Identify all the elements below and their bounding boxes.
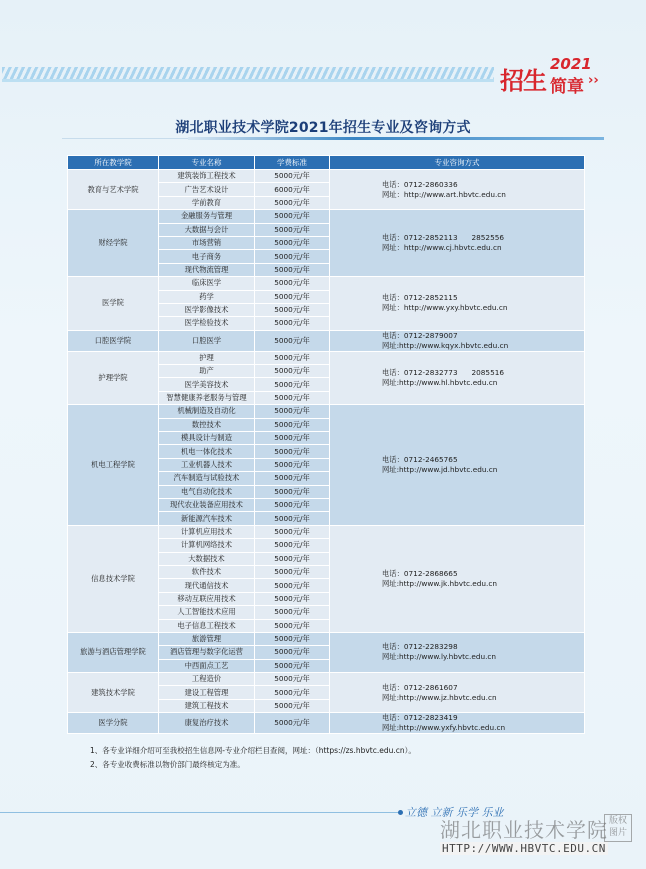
- title-rule: [188, 137, 604, 140]
- tuition-fee: 5000元/年: [255, 351, 330, 364]
- table-row: [68, 405, 585, 418]
- contact-info: [330, 632, 585, 672]
- table-row: [68, 713, 585, 734]
- major-name: 酒店管理与数字化运营: [159, 646, 255, 659]
- table-row: [68, 351, 585, 364]
- tuition-fee: 5000元/年: [255, 236, 330, 249]
- tuition-fee: 5000元/年: [255, 632, 330, 645]
- major-name: 电子信息工程技术: [159, 619, 255, 632]
- college-name: 财经学院: [68, 210, 159, 277]
- tuition-fee: 5000元/年: [255, 592, 330, 605]
- contact-website[interactable]: 网址:http://www.jz.hbvtc.edu.cn: [382, 692, 497, 702]
- major-name: 广告艺术设计: [159, 183, 255, 196]
- contact-website[interactable]: 网址:http://www.ly.hbvtc.edu.cn: [382, 652, 497, 662]
- major-name: 市场营销: [159, 236, 255, 249]
- tuition-fee: 5000元/年: [255, 365, 330, 378]
- tuition-fee: 5000元/年: [255, 458, 330, 471]
- tuition-fee: 5000元/年: [255, 303, 330, 316]
- major-name: 计算机网络技术: [159, 539, 255, 552]
- footnote-2: 2、各专业收费标准以物价部门最终核定为准。: [90, 760, 245, 769]
- major-name: 软件技术: [159, 565, 255, 578]
- major-name: 助产: [159, 365, 255, 378]
- major-name: 旅游管理: [159, 632, 255, 645]
- contact-info: [330, 351, 585, 405]
- contact-website[interactable]: 网址:http://www.yxfy.hbvtc.edu.cn: [382, 723, 506, 733]
- tuition-fee: 5000元/年: [255, 317, 330, 330]
- major-name: 药学: [159, 290, 255, 303]
- major-name: 口腔医学: [159, 330, 255, 351]
- major-name: 大数据与会计: [159, 223, 255, 236]
- school-motto: 立德 立新 乐学 乐业: [405, 806, 504, 819]
- tuition-fee: 5000元/年: [255, 418, 330, 431]
- major-name: 移动互联应用技术: [159, 592, 255, 605]
- major-name: 中西面点工艺: [159, 659, 255, 672]
- tuition-fee: 5000元/年: [255, 552, 330, 565]
- tuition-fee: 5000元/年: [255, 223, 330, 236]
- college-name: 口腔医学院: [68, 330, 159, 351]
- header-major: 专业名称: [159, 156, 255, 170]
- table-row: [68, 330, 585, 351]
- tuition-fee: 5000元/年: [255, 472, 330, 485]
- header-stripes: [2, 67, 494, 79]
- tuition-fee: 5000元/年: [255, 606, 330, 619]
- tuition-fee: 5000元/年: [255, 210, 330, 223]
- brand-jianzhang: 简章: [550, 77, 584, 97]
- tuition-fee: 5000元/年: [255, 263, 330, 276]
- footnotes: [90, 744, 416, 772]
- contact-info: [330, 277, 585, 331]
- school-website-url[interactable]: HTTP://WWW.HBVTC.EDU.CN: [442, 842, 606, 855]
- majors-table: [67, 155, 585, 734]
- brand-zhaosheng: 招生: [500, 67, 546, 95]
- tuition-fee: 5000元/年: [255, 196, 330, 209]
- title-rule-left: [62, 138, 192, 139]
- contact-info: [330, 330, 585, 351]
- tuition-fee: 5000元/年: [255, 277, 330, 290]
- table-header-row: [68, 156, 585, 170]
- tuition-fee: 5000元/年: [255, 565, 330, 578]
- college-name: 机电工程学院: [68, 405, 159, 526]
- major-name: 模具设计与制造: [159, 432, 255, 445]
- table-row: [68, 632, 585, 645]
- table-body: [68, 170, 585, 734]
- contact-info: [330, 170, 585, 210]
- tuition-fee: 5000元/年: [255, 539, 330, 552]
- tuition-fee: 5000元/年: [255, 659, 330, 672]
- tuition-fee: 5000元/年: [255, 673, 330, 686]
- tuition-fee: 5000元/年: [255, 445, 330, 458]
- major-name: 医学美容技术: [159, 378, 255, 391]
- contact-website[interactable]: 网址：http://www.art.hbvtc.edu.cn: [382, 189, 506, 199]
- contact-info: [330, 713, 585, 734]
- contact-phone: 电话：0712-2861607: [382, 682, 458, 692]
- table-row: [68, 210, 585, 223]
- contact-phone: 电话：0712-2860336: [382, 179, 458, 189]
- contact-website[interactable]: 网址:http://www.jd.hbvtc.edu.cn: [382, 465, 498, 474]
- major-name: 建筑装饰工程技术: [159, 170, 255, 183]
- header-college: 所在教学院: [68, 156, 159, 170]
- major-name: 临床医学: [159, 277, 255, 290]
- footnote-1: 1、各专业详细介绍可至我校招生信息网-专业介绍栏目查阅，网址：（https://zs.hbvtc.edu.cn）。: [90, 746, 416, 755]
- major-name: 电气自动化技术: [159, 485, 255, 498]
- contact-website[interactable]: 网址:http://www.jk.hbvtc.edu.cn: [382, 578, 498, 588]
- table-row: [68, 170, 585, 183]
- contact-phone: 电话：0712-2852113 2852556: [382, 233, 505, 243]
- tuition-fee: 5000元/年: [255, 391, 330, 404]
- college-name: 护理学院: [68, 351, 159, 405]
- contact-website[interactable]: 网址：http://www.yxy.hbvtc.edu.cn: [382, 303, 508, 313]
- college-name: 医学院: [68, 277, 159, 331]
- major-name: 现代物流管理: [159, 263, 255, 276]
- major-name: 数控技术: [159, 418, 255, 431]
- tuition-fee: 5000元/年: [255, 525, 330, 538]
- tuition-fee: 5000元/年: [255, 432, 330, 445]
- tuition-fee: 5000元/年: [255, 485, 330, 498]
- footer-rule: [0, 812, 400, 813]
- major-name: 金融服务与管理: [159, 210, 255, 223]
- tuition-fee: 6000元/年: [255, 183, 330, 196]
- tuition-fee: 5000元/年: [255, 498, 330, 511]
- header-contact: 专业咨询方式: [330, 156, 585, 170]
- header-stripe-underline: [2, 79, 494, 82]
- college-name: 信息技术学院: [68, 525, 159, 632]
- contact-info: [330, 525, 585, 632]
- contact-phone: 电话：0712-2868665: [382, 568, 458, 578]
- tuition-fee: 5000元/年: [255, 646, 330, 659]
- tuition-fee: 5000元/年: [255, 170, 330, 183]
- major-name: 电子商务: [159, 250, 255, 263]
- table-row: [68, 525, 585, 538]
- major-name: 护理: [159, 351, 255, 364]
- tuition-fee: 5000元/年: [255, 699, 330, 712]
- tuition-fee: 5000元/年: [255, 405, 330, 418]
- table-row: [68, 277, 585, 290]
- footer-dot: [398, 810, 403, 815]
- major-name: 机械制造及自动化: [159, 405, 255, 418]
- contact-website[interactable]: 网址:http://www.kqyx.hbvtc.edu.cn: [382, 340, 509, 350]
- contact-info: [330, 673, 585, 713]
- contact-phone: 电话：0712-2283298: [382, 642, 458, 652]
- brand-year: 2021: [550, 55, 592, 73]
- college-name: 建筑技术学院: [68, 673, 159, 713]
- major-name: 大数据技术: [159, 552, 255, 565]
- major-name: 工程造价: [159, 673, 255, 686]
- tuition-fee: 5000元/年: [255, 250, 330, 263]
- contact-phone: 电话：0712-2823419: [382, 713, 458, 723]
- tuition-fee: 5000元/年: [255, 512, 330, 525]
- contact-phone: 电话：0712-2832773 2085516: [382, 367, 505, 377]
- contact-phone: 电话：0712-2852115: [382, 293, 458, 303]
- major-name: 计算机应用技术: [159, 525, 255, 538]
- tuition-fee: 5000元/年: [255, 290, 330, 303]
- tuition-fee: 5000元/年: [255, 713, 330, 734]
- contact-website[interactable]: 网址:http://www.hl.hbvtc.edu.cn: [382, 377, 498, 387]
- contact-info: [330, 405, 585, 526]
- contact-phone: 电话：0712-2465765: [382, 455, 458, 464]
- contact-info: [330, 210, 585, 277]
- major-name: 人工智能技术应用: [159, 606, 255, 619]
- major-name: 康复治疗技术: [159, 713, 255, 734]
- tuition-fee: 5000元/年: [255, 579, 330, 592]
- college-name: 教育与艺术学院: [68, 170, 159, 210]
- major-name: 新能源汽车技术: [159, 512, 255, 525]
- major-name: 现代农业装备应用技术: [159, 498, 255, 511]
- college-name: 医学分院: [68, 713, 159, 734]
- contact-website[interactable]: 网址：http://www.cj.hbvtc.edu.cn: [382, 243, 502, 253]
- table-row: [68, 673, 585, 686]
- header-tuition: 学费标准: [255, 156, 330, 170]
- watermark-school-name: 湖北职业技术学院: [440, 818, 608, 842]
- brand-arrow-icon: ››: [588, 73, 599, 88]
- major-name: 智慧健康养老服务与管理: [159, 391, 255, 404]
- tuition-fee: 5000元/年: [255, 619, 330, 632]
- major-name: 医学影像技术: [159, 303, 255, 316]
- page-title: 湖北职业技术学院2021年招生专业及咨询方式: [175, 120, 471, 136]
- major-name: 医学检验技术: [159, 317, 255, 330]
- watermark-badge: 版权图片: [604, 814, 632, 842]
- brand-logo: [498, 55, 608, 95]
- tuition-fee: 5000元/年: [255, 686, 330, 699]
- tuition-fee: 5000元/年: [255, 330, 330, 351]
- major-name: 现代通信技术: [159, 579, 255, 592]
- major-name: 学前教育: [159, 196, 255, 209]
- major-name: 工业机器人技术: [159, 458, 255, 471]
- major-name: 机电一体化技术: [159, 445, 255, 458]
- contact-phone: 电话：0712-2879007: [382, 330, 458, 340]
- tuition-fee: 5000元/年: [255, 378, 330, 391]
- major-name: 汽车制造与试验技术: [159, 472, 255, 485]
- major-name: 建筑工程技术: [159, 699, 255, 712]
- major-name: 建设工程管理: [159, 686, 255, 699]
- college-name: 旅游与酒店管理学院: [68, 632, 159, 672]
